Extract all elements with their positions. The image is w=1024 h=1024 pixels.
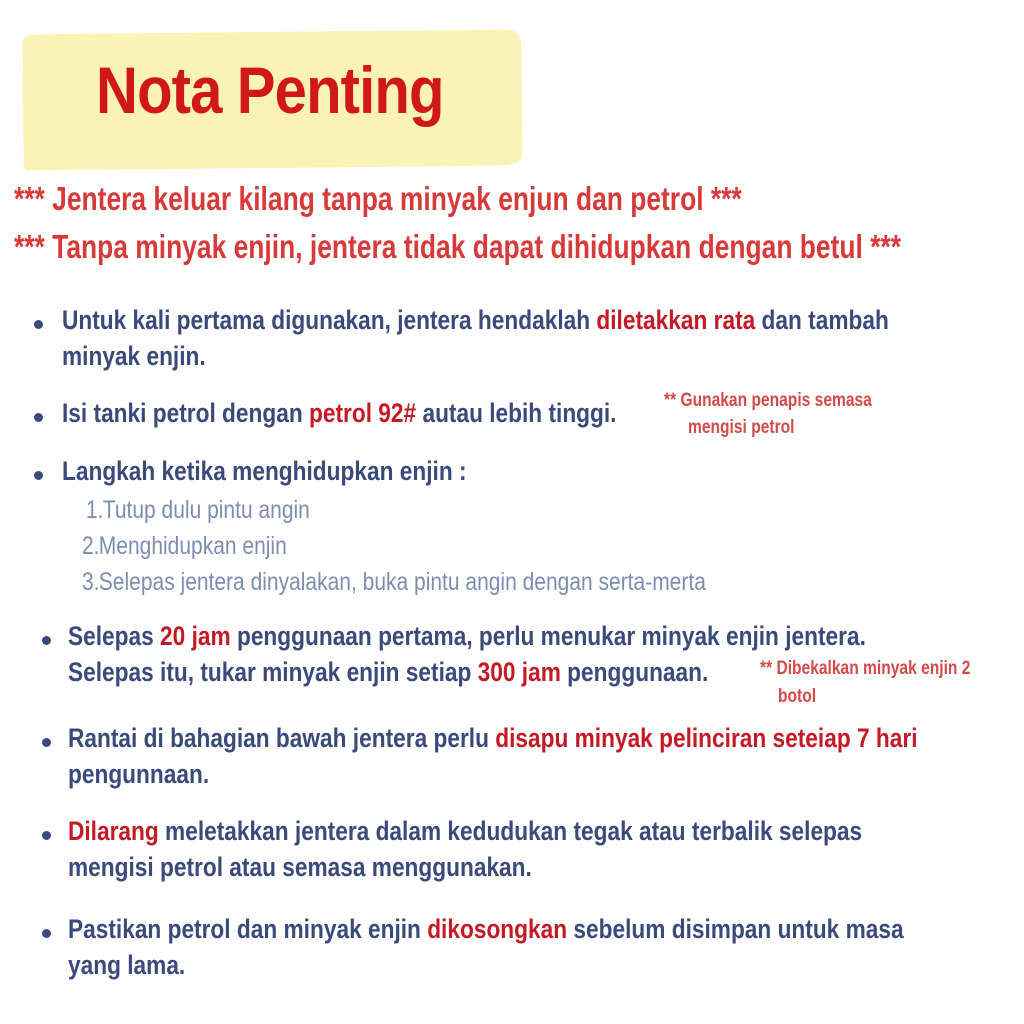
note-item-3 — [62, 453, 467, 489]
item-6-text-line2: mengisi petrol atau semasa menggunakan. — [68, 852, 532, 882]
step-2-number: 2. — [82, 532, 100, 560]
step-1-number: 1. — [86, 496, 104, 524]
item-4-text-d: penggunaan. — [560, 657, 709, 687]
bullet-icon — [42, 929, 51, 938]
item-5-emphasis: disapu minyak pelinciran seteiap 7 hari — [495, 723, 918, 753]
warning-line-2: *** Tanpa minyak enjin, jentera tidak dapat dihidupkan dengan betul *** — [14, 228, 902, 265]
item-6-emphasis: Dilarang — [68, 816, 159, 846]
item-7-emphasis: dikosongkan — [427, 914, 568, 944]
note-item-6 — [68, 813, 862, 885]
item-5-text-a: Rantai di bahagian bawah jentera perlu — [68, 723, 496, 753]
item-1-emphasis: diletakkan rata — [596, 305, 756, 335]
item-7-text-line2: yang lama. — [68, 950, 186, 980]
note-item-5 — [68, 720, 918, 792]
item-7-text-a: Pastikan petrol dan minyak enjin — [68, 914, 428, 944]
item-2-side-note-line2: mengisi petrol — [688, 417, 795, 438]
item-2-text-b: autau lebih tinggi. — [416, 398, 617, 428]
step-3-number: 3. — [82, 568, 100, 596]
step-2 — [82, 529, 287, 563]
item-4-side-note-line2: botol — [778, 686, 817, 707]
item-2-side-note-line1: ** Gunakan penapis semasa — [664, 390, 872, 411]
item-4-emphasis-2: 300 jam — [477, 657, 561, 687]
note-item-1 — [62, 302, 889, 374]
warning-line-1: *** Jentera keluar kilang tanpa minyak enjun dan petrol *** — [14, 180, 742, 217]
step-2-text: Menghidupkan enjin — [98, 532, 287, 560]
step-1 — [86, 493, 310, 527]
page-title: Nota Penting — [96, 53, 444, 127]
bullet-icon — [34, 413, 43, 422]
step-1-text: Tutup dulu pintu angin — [102, 496, 310, 524]
item-1-text-a: Untuk kali pertama digunakan, jentera hendaklah — [62, 305, 597, 335]
item-3-text: Langkah ketika menghidupkan enjin : — [62, 456, 467, 486]
note-item-4 — [68, 618, 866, 690]
item-2-emphasis: petrol 92# — [308, 398, 417, 428]
bullet-icon — [34, 320, 43, 329]
step-3 — [82, 565, 706, 599]
note-item-7 — [68, 911, 904, 983]
item-6-text-b: meletakkan jentera dalam kedudukan tegak atau terbalik selepas — [158, 816, 863, 846]
bullet-icon — [34, 471, 43, 480]
item-4-emphasis-1: 20 jam — [160, 621, 231, 651]
bullet-icon — [42, 831, 51, 840]
bullet-icon — [42, 636, 51, 645]
item-1-text-line2: minyak enjin. — [62, 341, 206, 371]
item-7-text-b: sebelum disimpan untuk masa — [567, 914, 904, 944]
step-3-text: Selepas jentera dinyalakan, buka pintu angin dengan serta-merta — [98, 568, 706, 596]
item-4-text-b: penggunaan pertama, perlu menukar minyak enjin jentera. — [230, 621, 866, 651]
item-5-text-line2: pengunnaan. — [68, 759, 210, 789]
item-4-side-note-line1: ** Dibekalkan minyak enjin 2 — [760, 658, 971, 679]
item-2-text-a: Isi tanki petrol dengan — [62, 398, 309, 428]
item-4-text-c: Selepas itu, tukar minyak enjin setiap — [68, 657, 478, 687]
note-item-2 — [62, 395, 616, 431]
bullet-icon — [42, 738, 51, 747]
item-1-text-b: dan tambah — [755, 305, 889, 335]
item-4-text-a: Selepas — [68, 621, 161, 651]
